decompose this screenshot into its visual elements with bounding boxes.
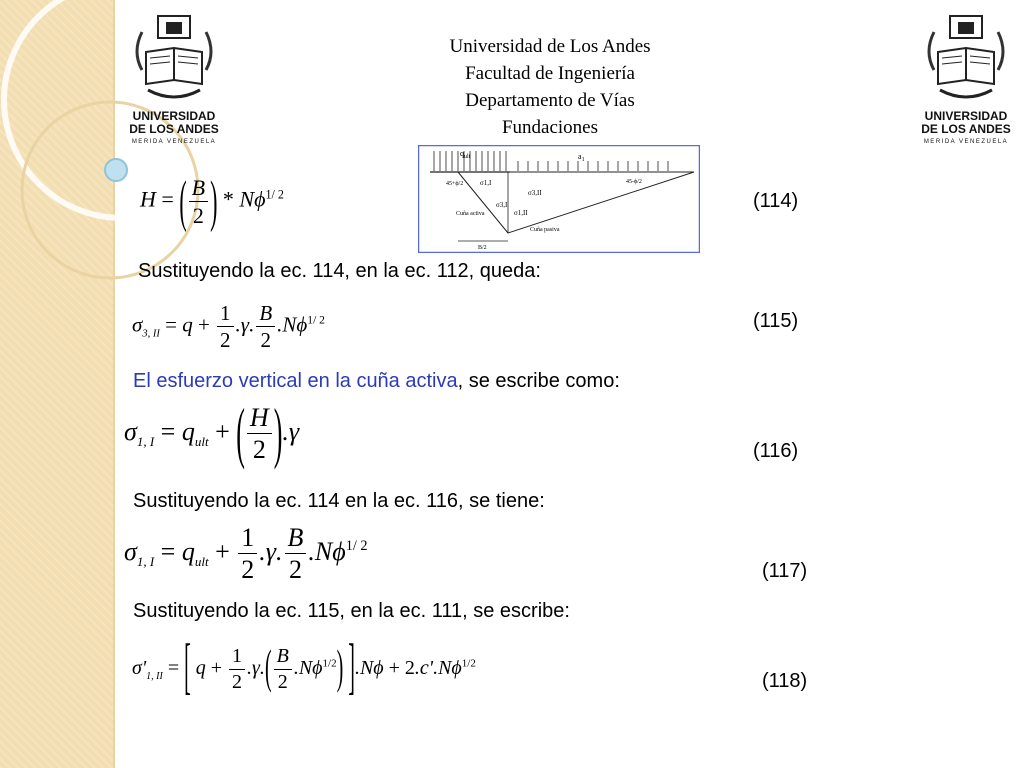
page-header [400, 33, 700, 141]
logo-location: MERIDA VENEZUELA [131, 139, 217, 145]
angle-left-label: 45+ϕ/2 [446, 181, 464, 187]
text-vertical-stress [133, 370, 620, 393]
text-vertical-stress-highlight: El esfuerzo vertical en la cuña activa [133, 370, 458, 392]
passive-wedge-label: Cuña pasiva [530, 227, 560, 233]
equation-114: H = ( $\frac{B}{2}$ ) * $N\phi^{1/ 2}$ [140, 167, 284, 233]
sigma-1-mid-label: σ1,II [514, 209, 528, 217]
angle-right-label: 45-ϕ/2 [626, 179, 642, 185]
logo-name-line2: DE LOS ANDES [129, 122, 219, 136]
sigma-3-top-label: σ3,II [528, 189, 542, 197]
header-faculty: Facultad de Ingeniería [465, 63, 635, 84]
equation-118: $\sigma'_{1, II}$ = [ q + $\frac{1}{2}$ .γ.( $\frac{B}{2}$ $.N\phi^{1/2}$) ]$.N\phi + 2.c'.N\phi^{1/2}$ [132, 633, 476, 703]
equation-number-117: (117) [762, 560, 808, 582]
header-university: Universidad de Los Andes [449, 36, 651, 57]
half-width-label: B/2 [478, 245, 487, 251]
equation-number-116: (116) [753, 440, 799, 462]
equation-117: $\sigma_{1, I} = q_{ult}$ + $\frac{1}{2}$ .γ. $\frac{B}{2}$ $.N\phi^{1/ 2}$ [124, 523, 368, 585]
equation-number-118: (118) [762, 670, 808, 692]
q-ult-label: $q_{ult}$ [460, 149, 471, 160]
equation-115: $\sigma_{3, II} = q$ + $\frac{1}{2}$ .γ. $\frac{B}{2}$ $.N\phi^{1/ 2}$ [132, 301, 325, 353]
a1-label: $a_1$ [578, 152, 585, 163]
sigma-1-label: σ1,I [480, 179, 492, 187]
active-wedge-label: Cuña activa [456, 211, 485, 217]
logo-location: MERIDA VENEZUELA [923, 139, 1009, 145]
sigma-3-mid-label: σ3,I [496, 201, 508, 209]
logo-name-line2: DE LOS ANDES [921, 122, 1011, 136]
equation-number-114: (114) [753, 190, 799, 212]
university-logo-left [128, 12, 220, 152]
diagram-border [419, 146, 700, 253]
header-department: Departamento de Vías [465, 90, 635, 111]
decorative-bead [105, 159, 127, 181]
text-substitution-115-111: Sustituyendo la ec. 115, en la ec. 111, se escribe: [133, 600, 570, 622]
equation-number-115: (115) [753, 310, 799, 332]
equation-116: $\sigma_{1, I} = q_{ult}$ + ( $\frac{H}{2}$ ).γ [124, 394, 300, 471]
text-substitution-114-116: Sustituyendo la ec. 114 en la ec. 116, se tiene: [133, 490, 545, 512]
logo-name-line1: UNIVERSIDAD [132, 109, 216, 123]
university-logo-right [920, 12, 1012, 152]
text-vertical-stress-rest: , se escribe como: [457, 370, 620, 392]
header-course: Fundaciones [501, 117, 599, 138]
text-substitution-114-112: Sustituyendo la ec. 114, en la ec. 112, queda: [138, 260, 541, 282]
logo-name-line1: UNIVERSIDAD [924, 109, 1008, 123]
wedge-diagram [418, 145, 700, 253]
